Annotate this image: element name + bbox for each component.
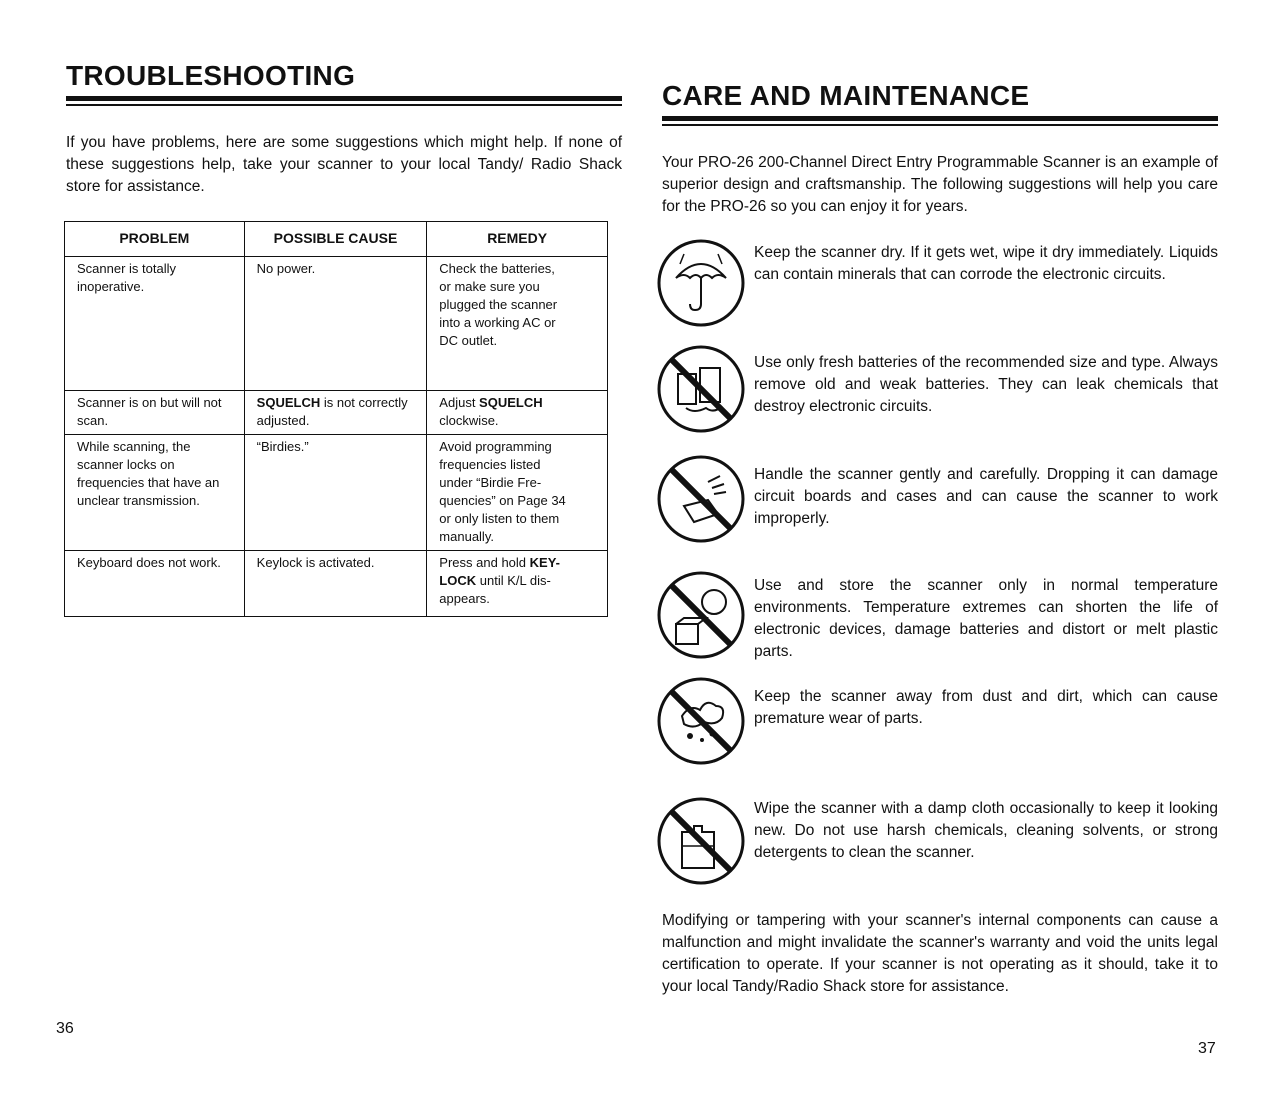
remedy-text-after: until K/L dis- appears. xyxy=(439,573,551,606)
umbrella-icon xyxy=(656,238,746,328)
troubleshooting-intro: If you have problems, here are some suggestions which might help. If none of these suggestions help, take your scanner to your local Tandy/ Radio Shack store for assistance. xyxy=(66,134,622,195)
no-harsh-chemicals-icon xyxy=(656,796,746,886)
care-item-text: Handle the scanner gently and carefully. Dropping it can damage circuit boards and cases and can cause the scanner to work improperly. xyxy=(754,466,1218,527)
cause-bold: SQUELCH xyxy=(256,395,321,410)
title-rule-thin xyxy=(66,104,622,106)
remedy-text: Press and hold xyxy=(439,555,530,570)
care-intro: Your PRO-26 200-Channel Direct Entry Programmable Scanner is an example of superior design and craftsmanship. The following suggestions will help you care for the PRO-26 so you can enjoy it for years. xyxy=(662,154,1218,215)
troubleshooting-table xyxy=(64,221,608,617)
cause-text: “Birdies.” xyxy=(256,439,309,454)
cell-remedy xyxy=(427,551,608,617)
cause-text: No power. xyxy=(256,261,316,276)
cell-remedy xyxy=(427,391,608,435)
remedy-text: Check the batteries, or make sure you plugged the scanner into a working AC or DC outlet. xyxy=(439,261,558,348)
cell-cause xyxy=(244,551,427,617)
remedy-bold: SQUELCH xyxy=(479,395,543,410)
table-header-row xyxy=(65,222,608,257)
remedy-text-after: clockwise. xyxy=(439,413,499,428)
care-item-text: Use only fresh batteries of the recommended size and type. Always remove old and weak batteries. They can leak chemicals that destroy electronic circuits. xyxy=(754,354,1218,415)
cell-problem: Scanner is totally inoperative. xyxy=(65,257,245,391)
no-dust-icon xyxy=(656,676,746,766)
table-row xyxy=(65,257,608,391)
cell-problem: While scanning, the scanner locks on frequencies that have an unclear transmission. xyxy=(65,435,245,551)
page-title-care-and-maintenance: CARE AND MAINTENANCE xyxy=(662,80,1030,111)
care-item-text: Use and store the scanner only in normal temperature environments. Temperature extremes can shorten the life of electronic devices, damage batteries and distort or melt plastic parts. xyxy=(754,577,1218,660)
remedy-text: Avoid programming frequencies listed under “Birdie Fre- quencies” on Page 34 or only listen to them manually. xyxy=(439,439,566,544)
no-dropping-icon xyxy=(656,454,746,544)
care-item-text: Keep the scanner dry. If it gets wet, wipe it dry immediately. Liquids can contain minerals that can corrode the electronic circuits. xyxy=(754,244,1218,283)
cell-cause xyxy=(244,391,427,435)
page-title-troubleshooting: TROUBLESHOOTING xyxy=(66,60,356,91)
care-item-text: Wipe the scanner with a damp cloth occasionally to keep it looking new. Do not use harsh chemicals, cleaning solvents, or strong detergents to clean the scanner. xyxy=(754,800,1218,861)
title-rule-thick xyxy=(662,116,1218,121)
title-rule-thin xyxy=(662,124,1218,126)
remedy-text: Adjust xyxy=(439,395,480,410)
cell-remedy xyxy=(427,435,608,551)
cause-text: Keylock is activated. xyxy=(256,555,375,570)
care-closing: Modifying or tampering with your scanner's internal components can cause a malfunction and might invalidate the scanner's warranty and void the units legal certification to operate. If your scanner is not operating as it should, take it to your local Tandy/Radio Shack store for assistance. xyxy=(662,912,1218,995)
table-row xyxy=(65,391,608,435)
header-possible-cause: POSSIBLE CAUSE xyxy=(244,222,427,257)
care-item-text: Keep the scanner away from dust and dirt, which can cause premature wear of parts. xyxy=(754,688,1218,727)
header-problem: PROBLEM xyxy=(65,222,245,257)
cell-cause xyxy=(244,257,427,391)
no-old-batteries-icon xyxy=(656,344,746,434)
table-row xyxy=(65,435,608,551)
title-rule-thick xyxy=(66,96,622,101)
cell-problem: Keyboard does not work. xyxy=(65,551,245,617)
cell-cause xyxy=(244,435,427,551)
no-extreme-temperature-icon xyxy=(656,570,746,660)
cause-text: is not correctly adjusted. xyxy=(256,395,408,428)
cell-remedy xyxy=(427,257,608,391)
table-row xyxy=(65,551,608,617)
header-remedy: REMEDY xyxy=(427,222,608,257)
page-number-right: 37 xyxy=(1198,1040,1216,1057)
page-number-left: 36 xyxy=(56,1020,74,1037)
remedy-bold: KEY- LOCK xyxy=(439,555,560,588)
cell-problem: Scanner is on but will not scan. xyxy=(65,391,245,435)
